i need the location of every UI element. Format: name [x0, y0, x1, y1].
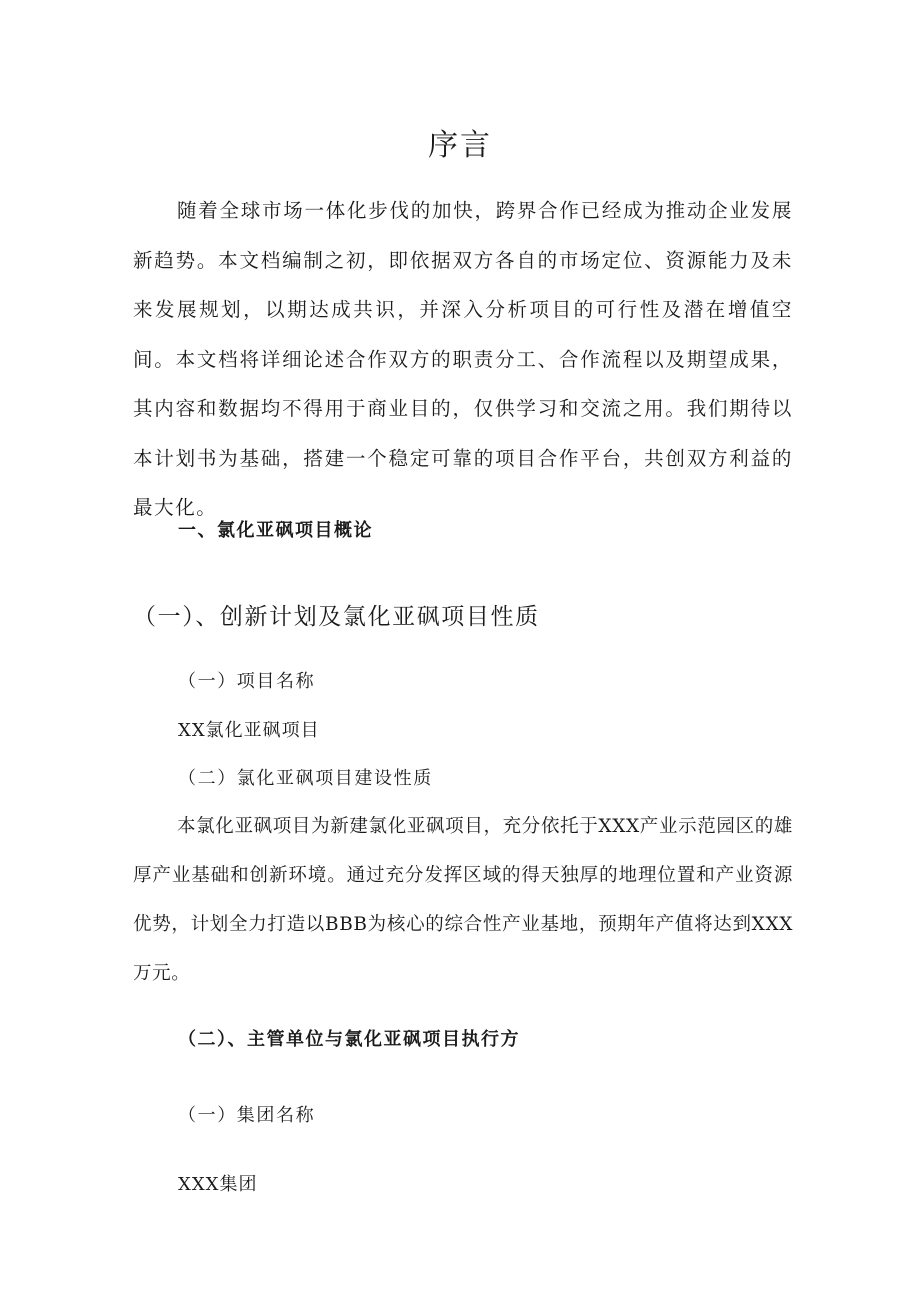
item-value-group-name: XXX集团 — [178, 1174, 258, 1195]
item-label-construction-nature: （二）氯化亚砜项目建设性质 — [178, 768, 433, 789]
page-title: 序言 — [428, 128, 492, 163]
subsection-heading-project-nature: （一）、创新计划及氯化亚砜项目性质 — [133, 604, 540, 630]
item-label-group-name: （一）集团名称 — [178, 1105, 316, 1126]
subsection-heading-executor: （二）、主管单位与氯化亚砜项目执行方 — [178, 1029, 520, 1050]
section-heading-overview: 一、氯化亚砜项目概论 — [178, 520, 373, 541]
item-label-project-name: （一）项目名称 — [178, 671, 316, 692]
construction-nature-paragraph: 本氯化亚砜项目为新建氯化亚砜项目，充分依托于XXX产业示范园区的雄厚产业基础和创新环境。通过充分发挥区域的得天独厚的地理位置和产业资源优势，计划全力打造以BBB为核心的综合性产业基地，预期年产值将达到XXX万元。 — [133, 816, 793, 984]
preface-paragraph: 随着全球市场一体化步伐的加快，跨界合作已经成为推动企业发展新趋势。本文档编制之初，即依据双方各自的市场定位、资源能力及未来发展规划，以期达成共识，并深入分析项目的可行性及潜在增值空间。本文档将详细论述合作双方的职责分工、合作流程以及期望成果，其内容和数据均不得用于商业目的，仅供学习和交流之用。我们期待以本计划书为基础，搭建一个稳定可靠的项目合作平台，共创双方利益的最大化。 — [133, 199, 793, 519]
item-value-project-name: XX氯化亚砜项目 — [178, 720, 320, 741]
